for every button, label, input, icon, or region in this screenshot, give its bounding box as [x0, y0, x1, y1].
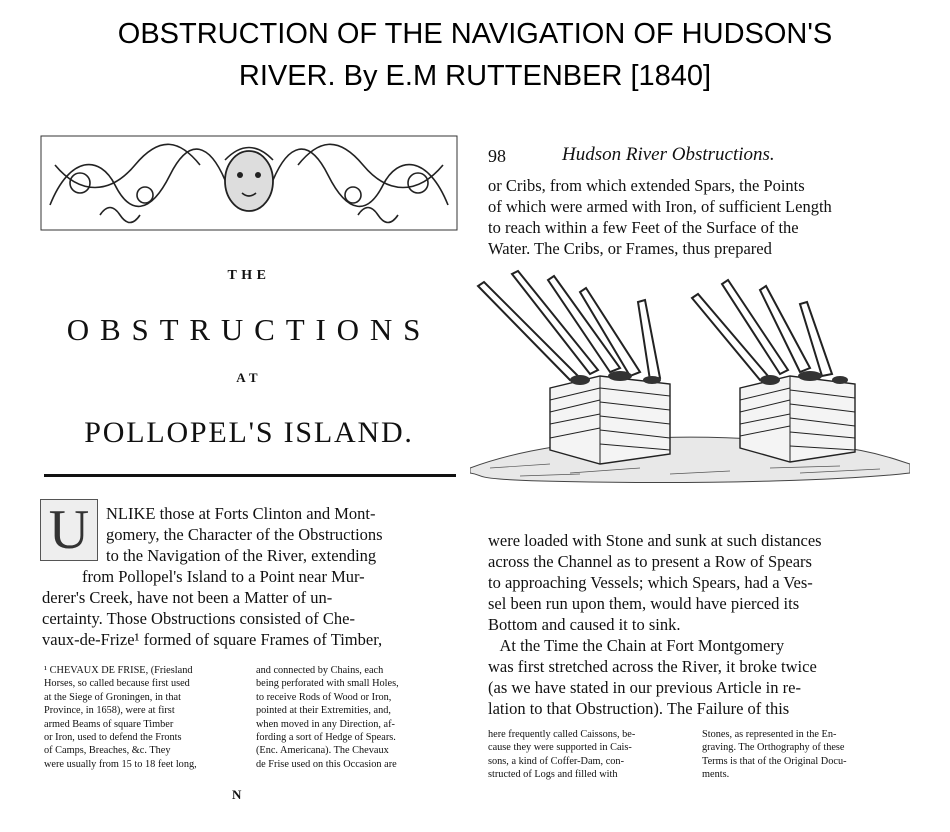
body-line: lation to that Obstruction). The Failure of this [488, 699, 790, 718]
footnote-line: ¹ CHEVAUX DE FRISE, (Friesland [44, 665, 193, 676]
document-title-line-2: RIVER. By E.M RUTTENBER [1840] [238, 60, 712, 92]
drop-cap-box [40, 499, 98, 561]
footnote-line: or Iron, used to defend the Fronts [44, 732, 182, 744]
body-line: (as we have stated in our previous Article in re- [488, 678, 801, 697]
footnote-line: pointed at their Extremities, and, [256, 705, 391, 717]
body-line: from Pollopel's Island to a Point near Mur- [82, 567, 365, 586]
footnote-right-column [256, 664, 456, 771]
heading-island: POLLOPEL'S ISLAND. [84, 416, 414, 449]
cheval-de-frise-engraving [470, 268, 910, 508]
footnote-line: Horses, so called because first used [44, 678, 190, 690]
body-line: vaux-de-Frize¹ formed of square Frames of Timber, [42, 630, 383, 649]
ornamental-headpiece [40, 135, 458, 231]
footnote-line: being perforated with small Holes, [256, 678, 399, 690]
footnote-left-column [44, 664, 240, 771]
heading-the: THE [227, 268, 271, 283]
footnote-line: to receive Rods of Wood or Iron, [256, 691, 392, 703]
body-line: gomery, the Character of the Obstructions [106, 525, 383, 544]
body-line: to approaching Vessels; which Spears, had a Ves- [488, 573, 813, 592]
drop-cap-letter: U [48, 499, 90, 561]
footnote-line: when moved in any Direction, af- [256, 718, 395, 730]
body-line: sel been run upon them, would have pierced its [488, 594, 800, 613]
footnote-line: structed of Logs and filled with [488, 769, 618, 781]
body-line: NLIKE those at Forts Clinton and Mont- [106, 504, 376, 523]
signature-mark: N [232, 787, 242, 802]
body-line: At the Time the Chain at Fort Montgomery [488, 636, 785, 655]
heading-at: AT [236, 370, 262, 385]
body-line: of which were armed with Iron, of sufficient Length [488, 197, 832, 216]
body-line: certainty. Those Obstructions consisted of Che- [42, 609, 355, 628]
body-line: Water. The Cribs, or Frames, thus prepared [488, 239, 772, 258]
document-title-line-1: OBSTRUCTION OF THE NAVIGATION OF HUDSON'S [117, 18, 833, 50]
footnote-line: ments. [702, 769, 730, 781]
heading-obstructions: OBSTRUCTIONS [66, 312, 432, 347]
body-line: Bottom and caused it to sink. [488, 615, 681, 634]
page-number: 98 [488, 146, 506, 166]
footnote-line: cause they were supported in Cais- [488, 742, 632, 754]
body-line: to the Navigation of the River, extending [106, 546, 377, 565]
body-line: was first stretched across the River, it broke twice [488, 657, 817, 676]
body-line: were loaded with Stone and sunk at such distances [488, 531, 822, 550]
footnote-line: Province, in 1658), were at first [44, 705, 175, 717]
footnote-line: Terms is that of the Original Docu- [702, 755, 847, 767]
body-line: across the Channel as to present a Row of Spears [488, 552, 812, 571]
footnote-line: and connected by Chains, each [256, 665, 384, 676]
body-line: or Cribs, from which extended Spars, the Points [488, 176, 805, 195]
footnote-line: de Frise used on this Occasion are [256, 758, 397, 770]
footnote-line: here frequently called Caissons, be- [488, 729, 636, 740]
footnote-line: fording a sort of Hedge of Spears. [256, 732, 396, 744]
footnote-line: graving. The Orthography of these [702, 742, 845, 754]
running-head: Hudson River Obstructions. [562, 144, 775, 165]
footnote-line: were usually from 15 to 18 feet long, [44, 758, 197, 770]
footnote-left-column [488, 728, 688, 782]
footnote-line: armed Beams of square Timber [44, 718, 174, 730]
footnote-right-column [702, 728, 902, 782]
footnote-line: (Enc. Americana). The Chevaux [256, 745, 389, 757]
footnote-line: at the Siege of Groningen, in that [44, 691, 181, 703]
body-line: to reach within a few Feet of the Surface of the [488, 218, 799, 237]
footnote-line: sons, a kind of Coffer-Dam, con- [488, 755, 625, 767]
body-line: derer's Creek, have not been a Matter of un- [42, 588, 333, 607]
heading-rule [44, 474, 456, 477]
footnote-line: of Camps, Breaches, &c. They [44, 745, 171, 757]
footnote-line: Stones, as represented in the En- [702, 729, 837, 740]
